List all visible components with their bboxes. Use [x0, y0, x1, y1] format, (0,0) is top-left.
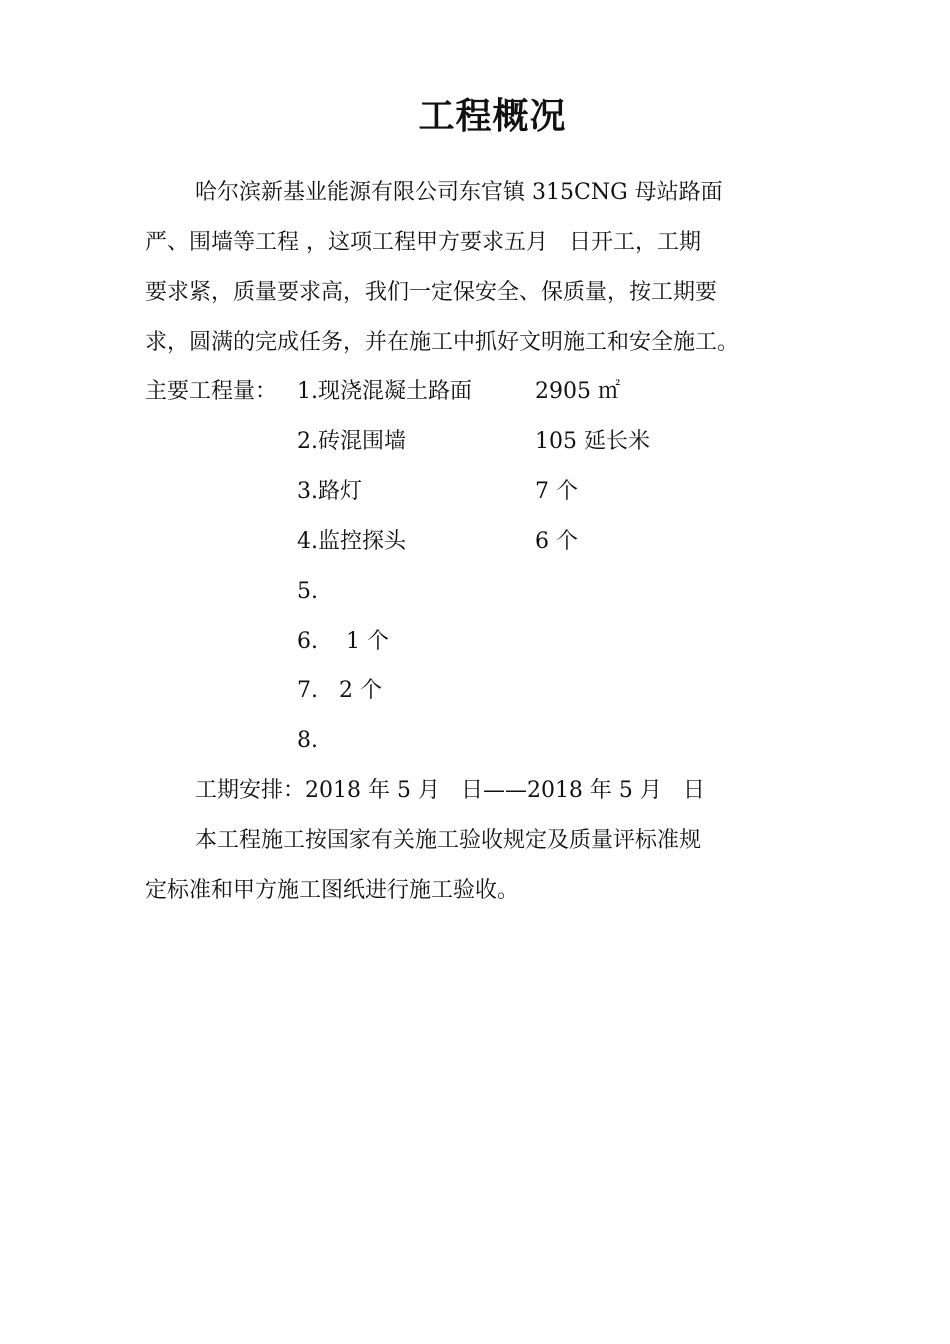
intro-line-4: 求，圆满的完成任务，并在施工中抓好文明施工和安全施工。 — [145, 330, 740, 355]
quantity-item-value: 105 延长米 — [535, 429, 650, 454]
intro-line-3: 要求紧，质量要求高，我们一定保安全、保质量，按工期要 — [145, 280, 718, 305]
schedule-line: 工期安排：2018 年 5 月 日——2018 年 5 月 日 — [195, 778, 705, 803]
quantity-item-name: 4.监控探头 — [297, 529, 406, 554]
quantity-item-name: 5. — [297, 579, 318, 604]
page-title: 工程概况 — [418, 96, 567, 137]
intro-line-2: 严、围墙等工程 ，这项工程甲方要求五月 日开工，工期 — [145, 230, 701, 255]
quantity-item-name: 8. — [297, 728, 318, 753]
quantity-item-name: 7. 2 个 — [297, 678, 382, 703]
quantity-item-value: 6 个 — [535, 529, 578, 554]
acceptance-line-1: 本工程施工按国家有关施工验收规定及质量评标准规 — [195, 828, 702, 853]
quantity-item-value: 2905 ㎡ — [535, 379, 620, 404]
quantities-label: 主要工程量： — [145, 379, 278, 404]
acceptance-line-2: 定标准和甲方施工图纸进行施工验收。 — [145, 878, 520, 903]
quantity-item-value: 7 个 — [535, 479, 578, 504]
quantity-item-name: 3.路灯 — [297, 479, 362, 504]
quantity-item-name: 2.砖混围墙 — [297, 429, 406, 454]
quantity-item-name: 1.现浇混凝土路面 — [297, 379, 472, 404]
quantity-item-name: 6. 1 个 — [297, 629, 389, 654]
intro-line-1: 哈尔滨新基业能源有限公司东官镇 315CNG 母站路面 — [195, 180, 723, 205]
